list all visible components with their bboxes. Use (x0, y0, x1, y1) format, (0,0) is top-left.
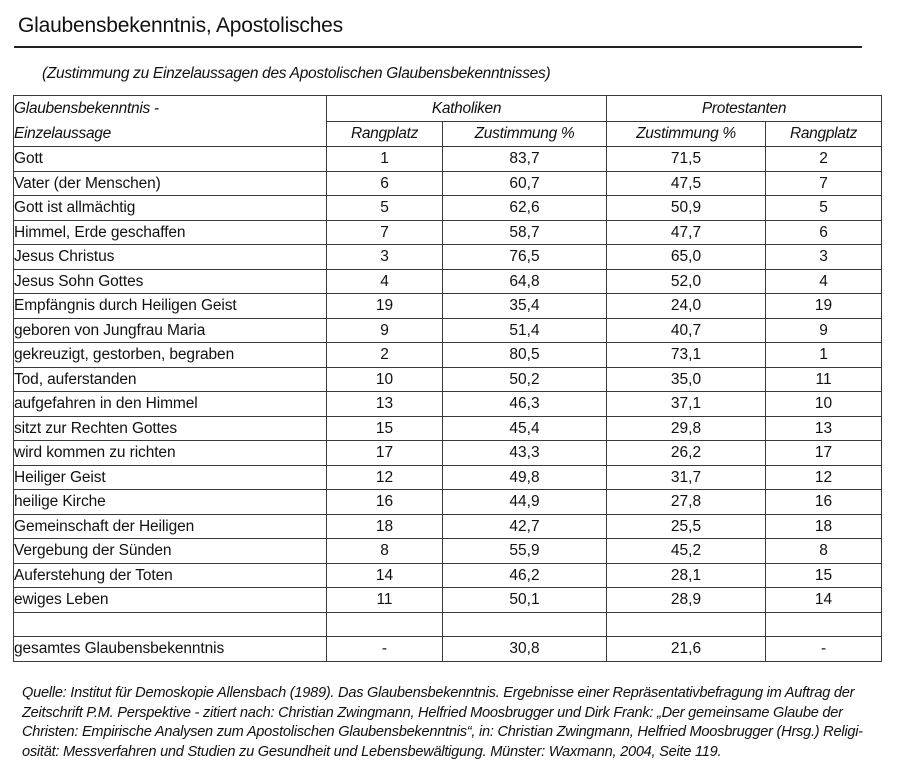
catholic-percent-cell: 55,9 (443, 539, 607, 564)
statement-cell: Gott (14, 147, 327, 172)
catholic-rank-cell: 3 (327, 245, 443, 270)
statement-header-line2: Einzelaussage (14, 125, 111, 142)
catholic-rank-cell: 4 (327, 269, 443, 294)
catholic-rank-cell: 15 (327, 416, 443, 441)
protestant-rank-cell: 4 (766, 269, 882, 294)
protestant-percent-cell: 71,5 (607, 147, 766, 172)
table-row (14, 514, 882, 539)
statement-cell: aufgefahren in den Himmel (14, 392, 327, 417)
protestant-percent-cell: 47,7 (607, 220, 766, 245)
protestant-percent-cell: 73,1 (607, 343, 766, 368)
protestant-rank-cell: 19 (766, 294, 882, 319)
statement-cell: gekreuzigt, gestorben, begraben (14, 343, 327, 368)
table-row (14, 416, 882, 441)
catholic-rank-cell: 13 (327, 392, 443, 417)
protestant-rank-cell: 17 (766, 441, 882, 466)
table-row (14, 294, 882, 319)
table-row (14, 343, 882, 368)
catholic-percent-cell: 30,8 (443, 637, 607, 662)
protestant-rank-cell: 16 (766, 490, 882, 515)
statement-cell: Tod, auferstanden (14, 367, 327, 392)
catholic-rank-cell: 5 (327, 196, 443, 221)
protestant-percent-cell: 25,5 (607, 514, 766, 539)
protestant-percent-cell: 21,6 (607, 637, 766, 662)
protestant-percent-cell: 65,0 (607, 245, 766, 270)
table-row (14, 441, 882, 466)
column-header-protestant-rank: Rangplatz (766, 121, 882, 147)
statement-cell: wird kommen zu richten (14, 441, 327, 466)
table-row (14, 245, 882, 270)
protestant-percent-cell: 40,7 (607, 318, 766, 343)
statement-cell: Gott ist allmächtig (14, 196, 327, 221)
protestant-percent-cell: 28,1 (607, 563, 766, 588)
protestant-percent-cell (607, 612, 766, 637)
catholic-percent-cell: 60,7 (443, 171, 607, 196)
protestant-percent-cell: 26,2 (607, 441, 766, 466)
table-row (14, 196, 882, 221)
catholic-rank-cell: 19 (327, 294, 443, 319)
column-header-catholic-percent: Zustimmung % (443, 121, 607, 147)
statement-cell: heilige Kirche (14, 490, 327, 515)
protestant-rank-cell: 11 (766, 367, 882, 392)
protestant-rank-cell: 12 (766, 465, 882, 490)
catholic-rank-cell: 12 (327, 465, 443, 490)
catholic-rank-cell: 17 (327, 441, 443, 466)
catholic-rank-cell (327, 612, 443, 637)
protestant-percent-cell: 37,1 (607, 392, 766, 417)
table-row (14, 147, 882, 172)
statement-cell: sitzt zur Rechten Gottes (14, 416, 327, 441)
catholic-rank-cell: 2 (327, 343, 443, 368)
catholic-rank-cell: 7 (327, 220, 443, 245)
source-line: osität: Messverfahren und Studien zu Gesundheit und Lebensbewältigung. Münster: Waxmann, 2004, Seite 119. (22, 743, 722, 760)
catholic-percent-cell: 80,5 (443, 343, 607, 368)
protestant-rank-cell: 2 (766, 147, 882, 172)
protestant-percent-cell: 52,0 (607, 269, 766, 294)
protestant-rank-cell: 13 (766, 416, 882, 441)
catholic-percent-cell: 46,2 (443, 563, 607, 588)
catholic-rank-cell: 6 (327, 171, 443, 196)
statement-cell: ewiges Leben (14, 588, 327, 613)
catholic-rank-cell: 18 (327, 514, 443, 539)
protestant-percent-cell: 28,9 (607, 588, 766, 613)
statement-cell: Auferstehung der Toten (14, 563, 327, 588)
catholic-rank-cell: 14 (327, 563, 443, 588)
protestant-rank-cell: 10 (766, 392, 882, 417)
statement-column-header (14, 96, 327, 147)
catholic-percent-cell: 50,2 (443, 367, 607, 392)
protestant-percent-cell: 35,0 (607, 367, 766, 392)
catholic-rank-cell: - (327, 637, 443, 662)
catholic-rank-cell: 1 (327, 147, 443, 172)
protestant-rank-cell: 5 (766, 196, 882, 221)
catholic-percent-cell: 51,4 (443, 318, 607, 343)
catholic-percent-cell: 76,5 (443, 245, 607, 270)
catholic-percent-cell: 43,3 (443, 441, 607, 466)
table-subtitle: (Zustimmung zu Einzelaussagen des Apostolischen Glaubensbekenntnisses) (42, 65, 551, 82)
protestant-rank-cell (766, 612, 882, 637)
belief-statements-table (13, 95, 882, 662)
protestant-rank-cell: 14 (766, 588, 882, 613)
protestant-rank-cell: 7 (766, 171, 882, 196)
statement-cell: Jesus Christus (14, 245, 327, 270)
source-line: Quelle: Institut für Demoskopie Allensbach (1989). Das Glaubensbekenntnis. Ergebnisse einer Repräsentativbefragung im Auftrag der (22, 685, 855, 701)
table-row (14, 465, 882, 490)
source-line: Christen: Empirische Analysen zum Apostolischen Glaubensbekenntnis“, in: Christian Zwingmann, Helfried Moosbrugger (Hrsg.) Religi- (22, 724, 863, 740)
protestant-percent-cell: 31,7 (607, 465, 766, 490)
catholic-percent-cell: 64,8 (443, 269, 607, 294)
statement-cell: Himmel, Erde geschaffen (14, 220, 327, 245)
statement-cell: Gemeinschaft der Heiligen (14, 514, 327, 539)
table-row (14, 318, 882, 343)
title-underline (14, 46, 862, 48)
statement-cell: Heiliger Geist (14, 465, 327, 490)
protestant-rank-cell: 8 (766, 539, 882, 564)
protestant-percent-cell: 50,9 (607, 196, 766, 221)
catholic-percent-cell: 49,8 (443, 465, 607, 490)
protestant-percent-cell: 45,2 (607, 539, 766, 564)
catholic-rank-cell: 9 (327, 318, 443, 343)
table-row (14, 539, 882, 564)
catholic-percent-cell (443, 612, 607, 637)
group-header-catholics: Katholiken (327, 96, 607, 122)
table-row (14, 171, 882, 196)
protestant-rank-cell: 3 (766, 245, 882, 270)
total-row (14, 637, 882, 662)
statement-header-line1: Glaubensbekenntnis - (14, 100, 159, 117)
catholic-percent-cell: 35,4 (443, 294, 607, 319)
header-row-groups (14, 96, 882, 122)
protestant-rank-cell: 1 (766, 343, 882, 368)
catholic-percent-cell: 83,7 (443, 147, 607, 172)
statement-cell: Empfängnis durch Heiligen Geist (14, 294, 327, 319)
table-row (14, 269, 882, 294)
protestant-percent-cell: 24,0 (607, 294, 766, 319)
table-row (14, 588, 882, 613)
protestant-rank-cell: 6 (766, 220, 882, 245)
protestant-rank-cell: - (766, 637, 882, 662)
source-citation (22, 684, 872, 762)
statement-cell: Jesus Sohn Gottes (14, 269, 327, 294)
catholic-percent-cell: 58,7 (443, 220, 607, 245)
catholic-rank-cell: 10 (327, 367, 443, 392)
protestant-percent-cell: 27,8 (607, 490, 766, 515)
protestant-percent-cell: 47,5 (607, 171, 766, 196)
catholic-rank-cell: 11 (327, 588, 443, 613)
statement-cell: geboren von Jungfrau Maria (14, 318, 327, 343)
column-header-catholic-rank: Rangplatz (327, 121, 443, 147)
table-row (14, 392, 882, 417)
page-title: Glaubensbekenntnis, Apostolisches (18, 14, 343, 37)
statement-cell: Vergebung der Sünden (14, 539, 327, 564)
catholic-percent-cell: 46,3 (443, 392, 607, 417)
statement-cell: gesamtes Glaubensbekenntnis (14, 637, 327, 662)
table-row (14, 563, 882, 588)
table-row (14, 220, 882, 245)
table-row (14, 367, 882, 392)
statement-cell: Vater (der Menschen) (14, 171, 327, 196)
protestant-rank-cell: 15 (766, 563, 882, 588)
source-line: Zeitschrift P.M. Perspektive - zitiert nach: Christian Zwingmann, Helfried Moosbrugger und Dirk Frank: „Der gemeinsame Glaube der (22, 704, 843, 721)
protestant-percent-cell: 29,8 (607, 416, 766, 441)
catholic-rank-cell: 16 (327, 490, 443, 515)
catholic-percent-cell: 42,7 (443, 514, 607, 539)
catholic-percent-cell: 50,1 (443, 588, 607, 613)
catholic-rank-cell: 8 (327, 539, 443, 564)
table-row (14, 490, 882, 515)
statement-cell (14, 612, 327, 637)
catholic-percent-cell: 62,6 (443, 196, 607, 221)
group-header-protestants: Protestanten (607, 96, 882, 122)
catholic-percent-cell: 45,4 (443, 416, 607, 441)
protestant-rank-cell: 9 (766, 318, 882, 343)
catholic-percent-cell: 44,9 (443, 490, 607, 515)
empty-spacer-row (14, 612, 882, 637)
column-header-protestant-percent: Zustimmung % (607, 121, 766, 147)
protestant-rank-cell: 18 (766, 514, 882, 539)
